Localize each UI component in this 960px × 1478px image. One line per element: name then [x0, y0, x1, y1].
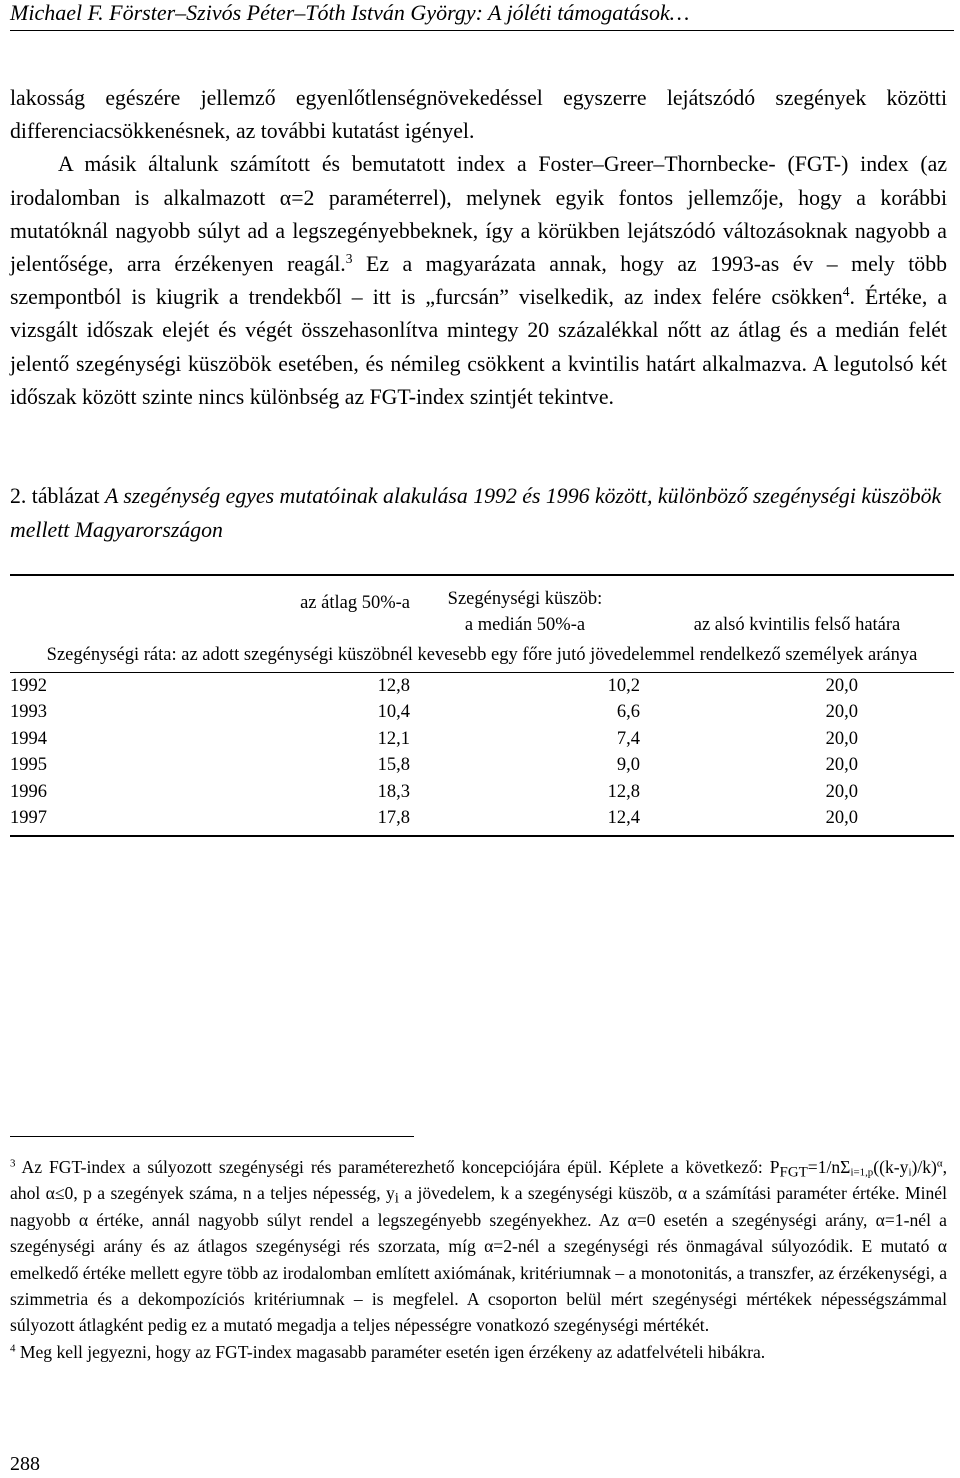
cell-kvintilis: 20,0	[825, 808, 858, 829]
cell-kvintilis: 20,0	[825, 755, 858, 776]
footnote-3-mark: 3	[10, 1157, 16, 1170]
cell-average: 12,8	[377, 676, 410, 696]
table-row	[10, 699, 954, 725]
cell-kvintilis: 20,0	[825, 781, 858, 802]
body-text	[10, 82, 947, 414]
table-row	[10, 673, 954, 699]
table-bottom-rule	[10, 835, 954, 837]
paragraph-2	[10, 148, 947, 414]
table-caption	[10, 479, 950, 547]
rate-definition: Szegénységi ráta: az adott szegénységi küszöbnél kevesebb egy főre jutó jövedelemmel rendelkező személyek aránya	[46, 645, 918, 665]
poverty-rate-data	[10, 673, 954, 831]
paragraph-2-part-b: Ez a magyarázata annak, hogy az 1993-as év – mely több szempontból is kiugrik a trendekből – itt is „furcsán” viselkedik, az index felére csökken	[10, 252, 947, 310]
footnote-3-text-b: =1/nΣ	[807, 1157, 851, 1177]
cell-average: 15,8	[377, 755, 410, 776]
cell-average: 12,1	[377, 728, 410, 749]
col-header-kvintilis: az alsó kvintilis felső határa	[693, 615, 901, 635]
col-header-group: Szegénységi küszöb:	[447, 589, 603, 609]
cell-year: 1993	[10, 702, 47, 723]
footnote-4	[10, 1339, 947, 1365]
cell-median: 7,4	[616, 728, 640, 749]
cell-average: 18,3	[377, 781, 410, 802]
formula-subscript-fgt: FGT	[779, 1164, 808, 1181]
cell-median: 10,2	[607, 676, 640, 696]
poverty-table	[10, 574, 954, 837]
table-header-group-row	[10, 576, 954, 586]
formula-superscript-alpha: α	[936, 1157, 943, 1170]
col-header-median	[410, 586, 640, 638]
cell-year: 1992	[10, 676, 47, 696]
formula-subscript-yi: i	[394, 1191, 399, 1208]
table-header-row	[10, 586, 954, 638]
col-header-average: az átlag 50%-a	[300, 593, 410, 613]
running-header: Michael F. Förster–Szivós Péter–Tóth István György: A jóléti támogatások…	[10, 0, 690, 25]
cell-kvintilis: 20,0	[825, 676, 858, 696]
table-label: 2. táblázat	[10, 484, 100, 508]
footnote-divider	[10, 1136, 414, 1137]
page-number: 288	[10, 1453, 40, 1475]
col-header-median-label: a medián 50%-a	[464, 615, 586, 635]
formula-subscript-range: i=1,p	[850, 1166, 874, 1179]
paragraph-1: lakosság egészére jellemző egyenlőtlenségnövekedéssel egyszerre lejátszódó szegények közötti differenciacsökkenésnek, az további kutatást igényel.	[10, 86, 947, 144]
cell-average: 10,4	[377, 702, 410, 723]
cell-year: 1994	[10, 728, 47, 749]
table-title: A szegénység egyes mutatóinak alakulása 1992 és 1996 között, különböző szegénységi küszöbök mellett Magyarországon	[10, 484, 942, 542]
table-row	[10, 805, 954, 831]
footnote-3-text-a: Az FGT-index a súlyozott szegénységi rés paraméterezhető koncepciójára épül. Képlete a következő: P	[15, 1157, 780, 1177]
footnote-3-text-e: , ahol α≤0, p a szegények száma, n a teljes népesség, y	[10, 1157, 947, 1204]
cell-kvintilis: 20,0	[825, 728, 858, 749]
cell-year: 1996	[10, 781, 47, 802]
cell-median: 12,4	[607, 808, 640, 829]
footnote-ref-4[interactable]: 4	[842, 284, 850, 300]
footnote-3	[10, 1154, 947, 1339]
header-divider	[10, 30, 954, 31]
table-row	[10, 779, 954, 805]
formula-subscript-i: i	[908, 1166, 912, 1179]
paragraph-2-part-a: A másik általunk számított és bemutatott index a Foster–Greer–Thornbecke- (FGT-) index (az irodalomban is alkalmazott α=2 paraméterrel), melynek egyik fontos jellemzője, hogy a korábbi mutatóknál nagyobb súlyt ad a legszegényebbeknek, így a körükben lejátszódó változásoknak nagyobb a jelentősége, arra érzékenyen reagál.	[10, 152, 947, 277]
footnotes	[10, 1154, 947, 1365]
cell-median: 9,0	[616, 755, 640, 776]
cell-average: 17,8	[377, 808, 410, 829]
footnote-4-text: Meg kell jegyezni, hogy az FGT-index magasabb paraméter esetén igen érzékeny az adatfelvételi hibákra.	[15, 1341, 766, 1362]
paragraph-2-part-c: . Értéke, a vizsgált időszak elejét és végét összehasonlítva mintegy 20 százalékkal nőtt az átlag és a medián felét jelentő szegénységi küszöbök esetében, és némileg csökkent a kvintilis határt alkalmazva. A legutolsó két időszak között szinte nincs különbség az FGT-index szintjét tekintve.	[10, 285, 947, 409]
table-row	[10, 726, 954, 752]
footnote-3-text-c: ((k-y	[873, 1157, 909, 1177]
rate-definition-row	[10, 638, 954, 672]
cell-median: 6,6	[616, 702, 640, 723]
cell-kvintilis: 20,0	[825, 702, 858, 723]
cell-year: 1997	[10, 808, 47, 829]
footnote-ref-3[interactable]: 3	[345, 250, 353, 266]
cell-median: 12,8	[607, 781, 640, 802]
footnote-3-text-f: a jövedelem, k a szegénységi küszöb, α a számítási paraméter értéke. Minél nagyobb α értéke, annál nagyobb súlyt rendel a legszegényebb szegényekhez. Az α=0 esetén a szegénységi arány, α=1-nél a szegénységi arány és az átlagos szegénységi rés szorzata, míg α=2-nél a szegénységi rés önmagával súlyozódik. E mutató α emelkedő értéke mellett egyre több az irodalomban említett axiómának, kritériumnak – a monotonitás, a transzfer, az érzékenységi, a szimmetria és a dekompozíciós kritériumnak – is megfelel. A csoporton belül mért szegénységi mértékek népességszámmal súlyozott átlagként pedig ez a mutató megadja a teljes népességre vonatkozó szegénységi mértékét.	[10, 1183, 947, 1336]
footnote-4-mark: 4	[10, 1342, 16, 1355]
cell-year: 1995	[10, 755, 47, 776]
poverty-rate-table	[10, 576, 954, 672]
table-row	[10, 752, 954, 778]
footnote-3-text-d: )/k)	[911, 1157, 937, 1177]
